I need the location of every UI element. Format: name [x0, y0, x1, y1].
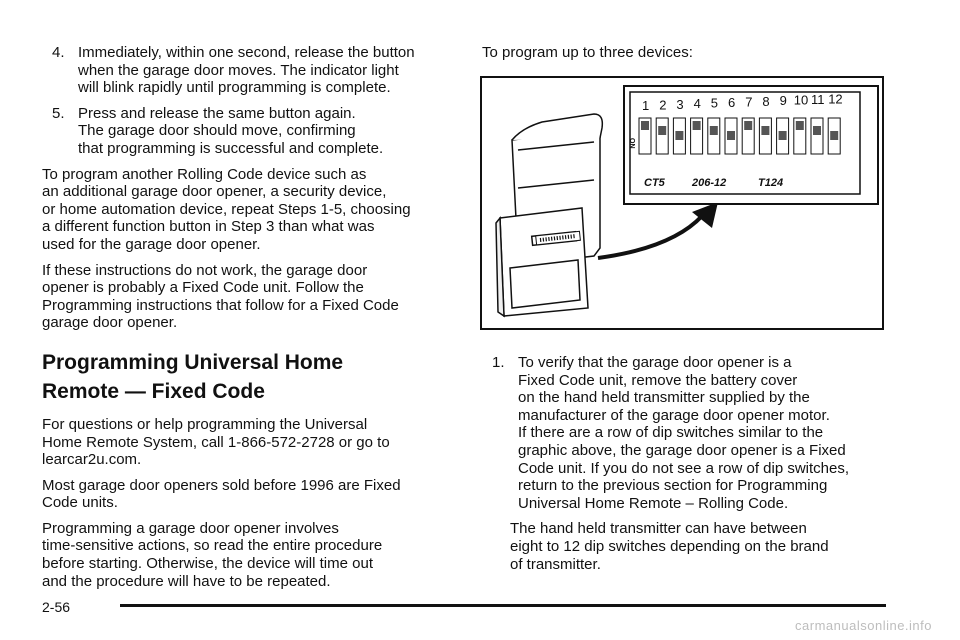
step-4-number: 4. [52, 44, 65, 61]
text-line: and the procedure will have to be repeated. [42, 572, 331, 590]
step-5 [42, 105, 442, 158]
heading-line: Programming Universal Home [42, 350, 344, 374]
paragraph-time-sensitive [42, 520, 442, 590]
right-column [482, 44, 892, 70]
text-line: If these instructions do not work, the garage door [42, 261, 368, 279]
step-1-line: Universal Home Remote – Rolling Code. [518, 494, 789, 512]
pointer-arrow [598, 216, 702, 258]
step-5-text [78, 105, 442, 158]
step-1-line: To verify that the garage door opener is a [518, 354, 792, 371]
step-1-line: on the hand held transmitter supplied by the [518, 389, 810, 407]
text-line: Code units. [42, 494, 118, 512]
dip-number-label: 11 [811, 92, 825, 107]
paragraph-pre-1996 [42, 477, 442, 512]
code-label-1: CT5 [644, 177, 665, 189]
dip-number-label: 8 [762, 93, 770, 109]
code-label-3: T124 [758, 177, 784, 189]
step-1 [482, 354, 892, 512]
dip-switch-toggle [641, 121, 649, 130]
dip-switch-toggle [710, 126, 718, 135]
text-line: Programming instructions that follow for a Fixed Code [42, 296, 399, 314]
text-line: of transmitter. [510, 555, 601, 573]
dip-number-label: 10 [793, 92, 809, 108]
transmitter-body [496, 114, 602, 316]
step-5-line: Press and release the same button again. [78, 104, 356, 122]
step-1-line: return to the previous section for Programming [518, 477, 828, 495]
intro-text: To program up to three devices: [482, 44, 693, 61]
dip-switch-figure [480, 76, 884, 330]
step-4-line: Immediately, within one second, release the button [78, 44, 415, 61]
dip-number-label: 1 [642, 98, 650, 113]
dip-switch-toggle [813, 126, 821, 135]
code-label-2: 206-12 [692, 177, 727, 189]
dip-number-label: 9 [779, 93, 787, 109]
text-line: eight to 12 dip switches depending on the brand [510, 537, 829, 555]
step-1-line: Code unit. If you do not see a row of dip switches, [518, 459, 850, 477]
on-label: ON [628, 138, 635, 149]
step-1-line: graphic above, the garage door opener is a Fixed [518, 441, 846, 459]
dip-switch-toggle [796, 121, 804, 130]
dip-number-label: 5 [710, 95, 719, 111]
dip-switch-toggle [693, 121, 701, 130]
text-line: an additional garage door opener, a security device, [42, 183, 387, 201]
dip-switch-toggle [744, 121, 752, 130]
step-4-line: when the garage door moves. The indicator light [78, 61, 399, 79]
left-column [42, 44, 442, 598]
dip-switch [811, 118, 823, 154]
watermark: carmanualsonline.info [795, 618, 932, 633]
dip-number-label: 6 [728, 95, 736, 110]
text-line: Programming a garage door opener involves [42, 519, 339, 537]
step-1-line: If there are a row of dip switches similar to the [518, 424, 824, 442]
dip-number-label: 4 [693, 96, 701, 112]
footer-rule [120, 604, 886, 607]
step-5-line: The garage door should move, confirming [78, 122, 356, 140]
dip-number-label: 7 [745, 94, 753, 110]
text-line: Most garage door openers sold before 1996 are Fixed [42, 476, 401, 494]
dip-switch-toggle [779, 131, 787, 140]
step-5-number: 5. [52, 104, 65, 122]
page-number: 2-56 [42, 599, 71, 615]
dip-switch-toggle [830, 131, 838, 140]
step-4 [42, 44, 442, 97]
step-4-line: will blink rapidly until programming is complete. [78, 79, 391, 97]
heading-line: Remote — Fixed Code [42, 379, 265, 403]
paragraph-dip-count [482, 520, 892, 573]
dip-number-label: 12 [828, 91, 843, 107]
step-5-line: that programming is successful and complete. [78, 139, 384, 157]
text-line: used for the garage door opener. [42, 235, 261, 253]
dip-switch-toggle [727, 131, 735, 140]
text-line: The hand held transmitter can have between [510, 520, 807, 538]
text-line: a different function button in Step 3 than what was [42, 218, 375, 236]
paragraph-fixed-code-hint [42, 262, 442, 332]
dip-switch-toggle [675, 131, 683, 140]
right-column-lower [482, 354, 892, 581]
text-line: garage door opener. [42, 314, 178, 332]
transmitter-illustration [482, 78, 882, 328]
text-line: time-sensitive actions, so read the entire procedure [42, 537, 383, 555]
text-line: opener is probably a Fixed Code unit. Follow the [42, 279, 364, 297]
step-4-text [78, 44, 442, 97]
step-1-text [518, 354, 892, 512]
paragraph-help-contact [42, 416, 442, 469]
text-line: before starting. Otherwise, the device will time out [42, 555, 373, 573]
text-line: or home automation device, repeat Steps 1-5, choosing [42, 200, 411, 218]
paragraph-rolling-code-other [42, 166, 442, 254]
dip-switch [708, 118, 720, 154]
text-line: To program another Rolling Code device such as [42, 165, 367, 183]
section-heading [42, 348, 442, 406]
dip-switch [759, 118, 771, 154]
dip-switch-toggle [658, 126, 666, 135]
text-line: Home Remote System, call 1-866-572-2728 or go to [42, 433, 390, 451]
text-line: learcar2u.com. [42, 451, 142, 469]
step-1-number: 1. [492, 354, 505, 371]
dip-switch [656, 118, 668, 154]
dip-number-label: 2 [659, 97, 667, 113]
dip-number-label: 3 [676, 96, 684, 112]
step-1-line: Fixed Code unit, remove the battery cover [518, 371, 798, 389]
text-line: For questions or help programming the Universal [42, 415, 368, 433]
step-1-line: manufacturer of the garage door opener motor. [518, 406, 830, 424]
dip-switch-toggle [761, 126, 769, 135]
